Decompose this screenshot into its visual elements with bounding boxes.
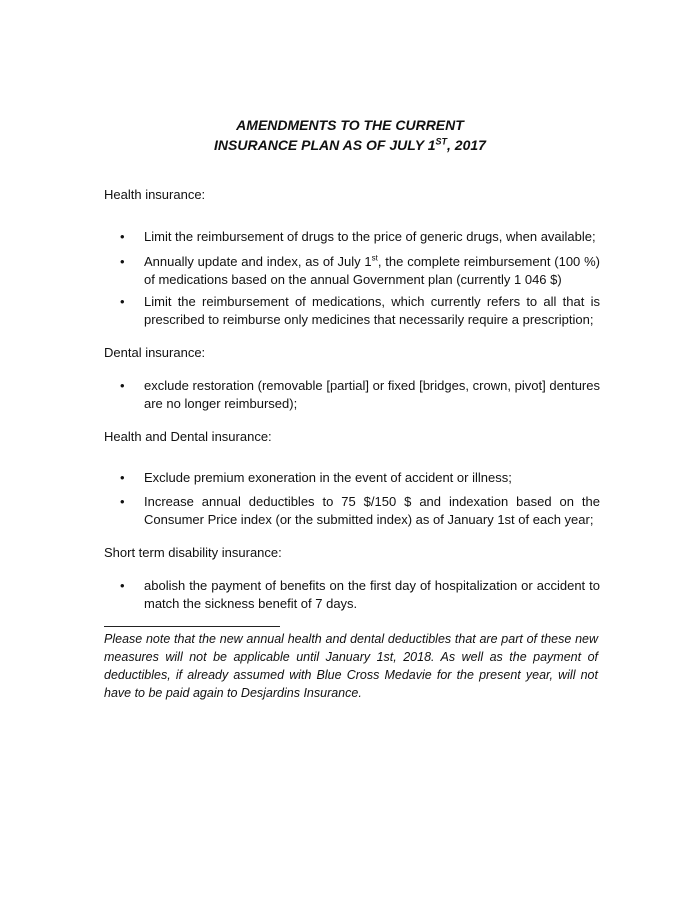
bullet-icon: • bbox=[120, 494, 125, 509]
bullet-icon: • bbox=[120, 470, 125, 485]
title-line-2 bbox=[0, 135, 700, 156]
bullet-icon: • bbox=[120, 229, 125, 244]
title-line-2-superscript: ST bbox=[435, 136, 447, 147]
section-heading-health-dental: Health and Dental insurance: bbox=[104, 429, 272, 444]
title-line-1 bbox=[0, 115, 700, 136]
section-heading-health: Health insurance: bbox=[104, 187, 206, 202]
bullet-text: Increase annual deductibles to 75 $/150 $ and indexation based on the Consumer Price index (or the submitted index) as of January 1st of each year; bbox=[144, 494, 600, 527]
section-heading-dental: Dental insurance: bbox=[104, 345, 206, 360]
bullet-icon: • bbox=[120, 254, 125, 269]
bullet-icon: • bbox=[120, 294, 125, 309]
bullet-text-before: Annually update and index, as of July 1 bbox=[144, 254, 372, 269]
bullet-text: Limit the reimbursement of medications, which currently refers to all that is prescribed to reimburse only medicines that necessarily require a prescription; bbox=[144, 294, 600, 327]
bullet-text: Exclude premium exoneration in the event of accident or illness; bbox=[144, 470, 512, 485]
bullet-text: abolish the payment of benefits on the first day of hospitalization or accident to match the sickness benefit of 7 days. bbox=[144, 578, 600, 611]
title-line-2-prefix: INSURANCE PLAN AS OF JULY 1 bbox=[214, 137, 436, 153]
title-line-2-suffix: , 2017 bbox=[447, 137, 486, 153]
title-line-1-text: AMENDMENTS TO THE CURRENT bbox=[236, 117, 464, 133]
footnote-divider bbox=[104, 626, 280, 627]
bullet-text: Limit the reimbursement of drugs to the price of generic drugs, when available; bbox=[144, 229, 596, 244]
bullet-text: exclude restoration (removable [partial] or fixed [bridges, crown, pivot] dentures are no longer reimbursed); bbox=[144, 378, 600, 411]
bullet-text-after: , the complete reimbursement (100 %) of medications based on the annual Government plan (currently 1 046 $) bbox=[144, 254, 600, 287]
bullet-icon: • bbox=[120, 578, 125, 593]
bullet-text bbox=[144, 253, 600, 289]
footnote: Please note that the new annual health and dental deductibles that are part of these new measures will not be applicable until January 1st, 2018. As well as the payment of deductibles, if already assumed with Blue Cross Medavie for the present year, will not have to be paid again to Desjardins Insurance. bbox=[104, 632, 598, 700]
bullet-icon: • bbox=[120, 378, 125, 393]
section-heading-disability: Short term disability insurance: bbox=[104, 545, 282, 560]
bullet-text-superscript: st bbox=[371, 253, 378, 263]
